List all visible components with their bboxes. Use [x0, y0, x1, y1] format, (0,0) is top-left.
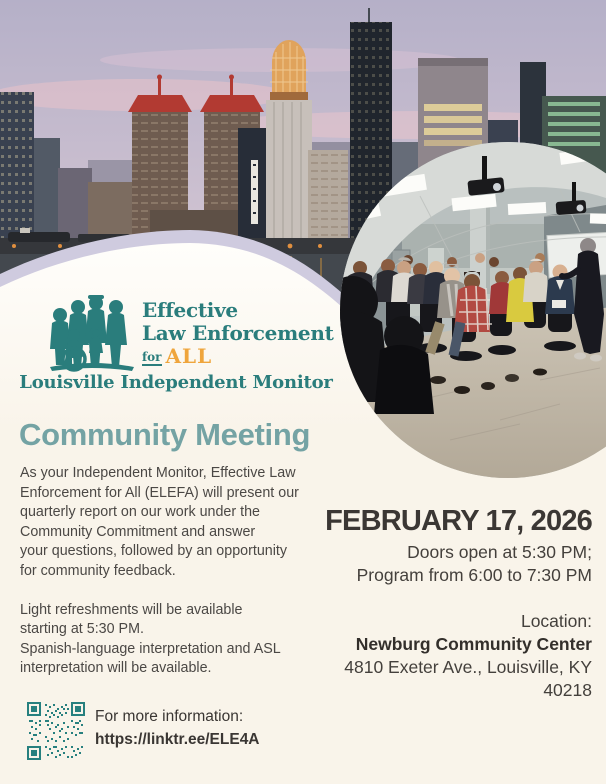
location-label: Location: — [520, 611, 592, 631]
body-copy — [20, 464, 340, 698]
event-location — [344, 610, 592, 702]
paragraph-1: As your Independent Monitor, Effective Law Enforcement for All (ELEFA) will present our quarterly report on our work under the Community Commitment and answer your questions, followed by an opportunity for community feedback. — [20, 465, 299, 579]
event-date: FEBRUARY 17, 2026 — [325, 505, 592, 537]
address-line1: 4810 Exeter Ave., Louisville, KY — [344, 657, 592, 677]
info-label: For more information: — [95, 708, 244, 725]
logo-wordmark — [142, 299, 334, 370]
footer-info — [95, 705, 260, 751]
qr-code — [27, 702, 85, 760]
elefa-logo-icon — [44, 293, 140, 375]
doors-open-time: Doors open at 5:30 PM; — [407, 542, 592, 562]
logo-line1: Effective — [142, 298, 238, 322]
monitor-title: Louisville Independent Monitor — [19, 372, 333, 393]
logo-all: ALL — [165, 344, 213, 368]
logo-line2: Law Enforcement — [142, 321, 334, 345]
logo-for: for — [142, 350, 162, 364]
venue-name: Newburg Community Center — [355, 634, 592, 654]
info-link[interactable]: https://linktr.ee/ELE4A — [95, 731, 260, 748]
address-line2: 40218 — [543, 680, 592, 700]
page-title: Community Meeting — [19, 417, 311, 452]
program-time: Program from 6:00 to 7:30 PM — [356, 565, 592, 585]
event-times — [357, 541, 592, 587]
paragraph-2: Light refreshments will be available starting at 5:30 PM. Spanish-language interpretation and ASL interpretation will be available. — [20, 601, 281, 677]
